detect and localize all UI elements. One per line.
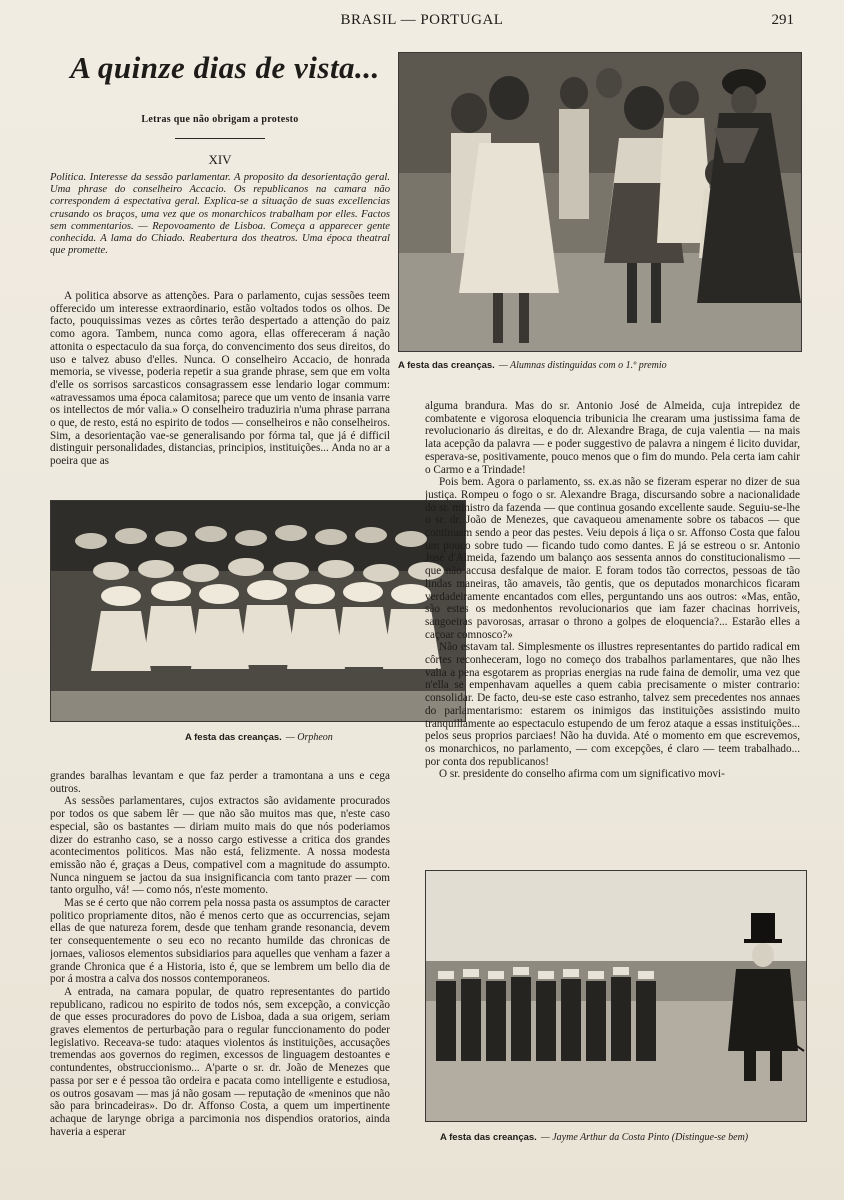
caption-label: A festa das creanças.: [440, 1132, 537, 1143]
paragraph: A entrada, na camara popular, de quatro representantes do partido republicano, radicou no espirito de todos nós, sem excepção, a convicção de que esses procuradores do povo de Lisboa, dada a sua origem, seriam graves elementos de perturbação para o regular funccionamento do poder legislativo. Receava-se tudo: ataques violentos ás instituições, accusações tremendas aos governos do regimen, excessos de linguagem destoantes e contundentes, obstruccionismo... A'parte o sr. dr. João de Menezes que passa por ser e é pessoa tão ordeira e pacata como intelligente e estudiosa, os outros gosavam — mas já não gosam — reputação de «meninos que não são para brincadeiras». Do dr. Affonso Costa, a quem um impertinente achaque de larynge obriga a parcimonia nos dispendios oratorios, ainda haveria a esperar: [50, 985, 390, 1138]
article-summary: Politica. Interesse da sessão parlamentar. A proposito da desorientação geral. Uma phrase do conselheiro Accacio. Os republicanos na camara não correspondem á espectativa geral. Explica-se a situação de suas excellencias crusando os braços, uma vez que os monarchicos trabalham por elles. Factos sem commentarios. — Repovoamento de Lisboa. Começa a apparecer gente conhecida. A lama do Chiado. Reabertura dos theatros. Uma época theatral que promette.: [50, 172, 390, 257]
running-header: BRASIL — PORTUGAL: [340, 12, 504, 28]
caption-sailor-boys: [440, 1132, 748, 1143]
left-column-bottom: [50, 770, 390, 1195]
caption-text: — Orpheon: [285, 732, 333, 743]
paragraph: alguma brandura. Mas do sr. Antonio José de Almeida, cuja intrepidez de combatente e vigorosa eloquencia tribunicia lhe crearam uma justissima fama de revolucionario ás direitas, e do dr. Alexandre Braga, de cuja valentia — na mais lata acepção da palavra — e poder suggestivo de palavra a ningem é licito duvidar, esperava-se, positivamente, pouco menos que o fim do mundo. Pela certa iam cahir o Carmo e a Trindade!: [425, 400, 800, 476]
paragraph: As sessões parlamentares, cujos extractos são avidamente procurados por todos os que sabem lêr — que não são muitos mas que, n'este caso especial, são os bastantes — diriam muito mais do que nós poderiamos dizer do estranho caso, se a nosso cargo estivesse a critica dos grandes acontecimentos politicos. Mas não está, felizmente. A nossa modesta emissão não é, graças a Deus, compativel com a magnitude do assumpto. Nunca ninguem se jactou da sua insignificancia com tanto prazer — com tanto orgulho, vá! — como nós, n'este momento.: [50, 795, 390, 897]
article-title: A quinze dias de vista...: [70, 50, 380, 85]
paragraph: A politica absorve as attenções. Para o parlamento, cujas sessões teem offerecido um interesse extraordinario, estão voltados todos os olhos. De facto, pouquissimas vezes as côrtes terão despertado a attenção do paiz como agora. Tambem, nunca como agora, ellas offereceram á nação attonita o espectaculo da sua força, do convencimento dos seus direitos, do uso e talvez abuso d'elles. Nunca. O conselheiro Accacio, de honrada memoria, se vivesse, poderia repetir a sua grande phrase, sem que em volta d'elle os sorrisos sarcasticos consagrassem esse lendario logar commum: «atravessamos uma época calamitosa; parece que um vento de insania varre os intellectos de mór valia.» O conselheiro traduziria n'uma phrase parrana o que, de resto, está no espirito de todos — conselheiros e não conselheiros. Sim, a desorientação vae-se generalisando por fórma tal, que já é difficil distinguir personalidades, distancias, principios, instituições... Anda no ar a poeira que as: [50, 290, 390, 468]
paragraph: grandes baralhas levantam e que faz perder a tramontana a uns e cega outros.: [50, 770, 390, 795]
photo-orpheon-image: [51, 501, 465, 721]
left-column-top: [50, 290, 390, 470]
section-number: XIV: [208, 152, 232, 167]
paragraph: Não estavam tal. Simplesmente os illustres representantes do partido radical em côrtes reconheceram, logo no começo dos trabalhos parlamentares, que não lhes valia a pena esgotarem as proprias energias na rude faina de demolir, uma vez que n'ella se empenhavam aquelles a quem cabia precisamente o mister contrario: consolidar. De facto, deu-se este caso estranho, talvez sem precedentes nos annaes do parlamentarismo: estarem os inimigos das instituições assistindo muito tranquillamente ao espectaculo estupendo de um feroz ataque a essas instituições... pelos seus proprios parciaes! Não ha duvida. Até o momento em que escrevemos, os monarchicos, no parlamento, — com excepções, é claro — teem trabalhado... por conta dos republicanos!: [425, 641, 800, 768]
photo-prize-girls-image: [399, 53, 801, 351]
page-number: 291: [771, 12, 794, 28]
caption-text: — Jayme Arthur da Costa Pinto (Distingue-se bem): [540, 1132, 749, 1143]
title-divider: [175, 138, 265, 139]
photo-sailor-boys-image: [426, 871, 806, 1121]
article-subtitle: Letras que não obrigam a protesto: [141, 114, 299, 125]
caption-label: A festa das creanças.: [398, 360, 495, 371]
photo-sailor-boys: [425, 870, 807, 1122]
photo-orpheon: [50, 500, 466, 722]
caption-text: — Alumnas distinguidas com o 1.º premio: [498, 360, 667, 371]
caption-label: A festa das creanças.: [185, 732, 282, 743]
right-column: [425, 400, 800, 840]
caption-prize-girls: [398, 360, 667, 371]
paragraph: Pois bem. Agora o parlamento, ss. ex.as não se fizeram esperar no dizer de sua justiça. Rompeu o fogo o sr. Alexandre Braga, discursando sobre a nacionalidade do sr. ministro da fazenda — que continua gosando excellente saude. Seguiu-se-lhe o sr. dr. João de Menezes, que cavaqueou amenamente sobre os tabacos — que continuam sendo a peor das pestes. Veiu depois á liça o sr. Affonso Costa que falou um pouco sobre tudo — ficando tudo como dantes. E já se estreou o sr. Antonio José d'Almeida, fazendo um balanço aos sessenta annos do constitucionalismo — que não accusa desfalque de maior. E foram todos tão correctos, pessoas de tão lindas maneiras, tão amaveis, tão gentis, que os deputados monarchicos ficaram verdadeiramente encantados com elles, perguntando uns aos outros: «Mas, então, são estes os medonhentos revolucionarios que iam fazer chacinas horriveis, sangoeiras pavorosas, arrasar o throno a golpes de eloquencia?... Estarão elles a caçoar comnosco?»: [425, 476, 800, 641]
caption-orpheon: [185, 732, 333, 743]
paragraph: O sr. presidente do conselho afirma com um significativo movi-: [439, 768, 725, 781]
paragraph: Mas se é certo que não correm pela nossa pasta os assumptos de caracter politico propriamente ditos, não é menos certo que as occurrencias, sejam ellas de que natureza forem, desde que tenham grande resonancia, devem ter consequentemente o seu eco no recanto humilde das chronicas de jornaes, valiosos elementos subsidiarios para aquelles que venham a fazer a grande Chronica que é a Historia, isto é, que se lembrem um bello dia de por á mostra a calva dos nossos contemporaneos.: [50, 897, 390, 986]
photo-prize-girls: [398, 52, 802, 352]
